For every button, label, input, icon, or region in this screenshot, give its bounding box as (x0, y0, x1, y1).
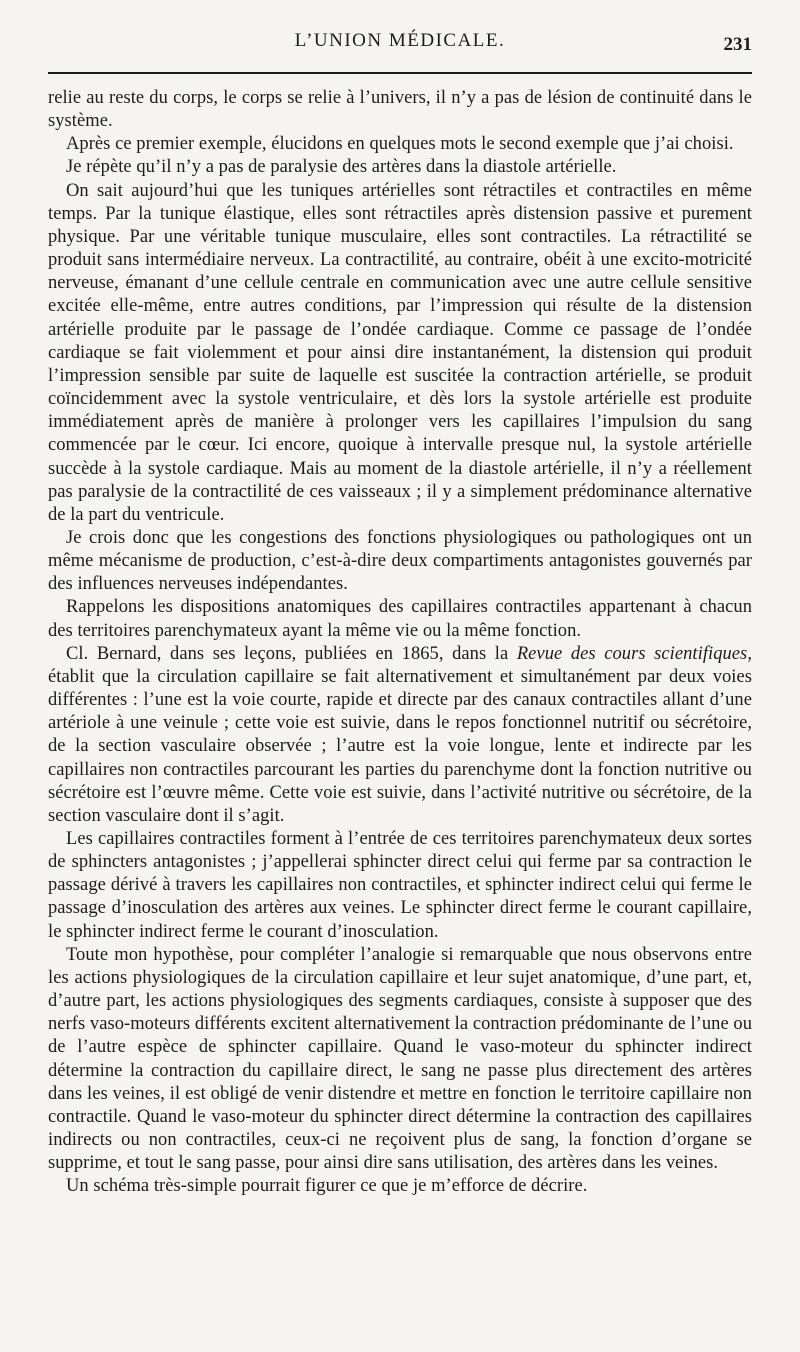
paragraph-7-after: , établit que la circulation capillaire se fait alternativement et simultanément par deux voies différentes : l’une est la voie courte, rapide et directe par des canaux contractiles allant d’une artériole à une veinule ; cette voie est suivie, dans le repos fonctionnel nutritif ou sécrétoire, de la section vasculaire observée ; l’autre est la voie longue, lente et indirecte par les capillaires non contractiles parcourant les parties du parenchyme dont la fonction nutritive ou sécrétoire est l’œuvre même. Cette voie est suivie, dans l’activité nutritive ou sécrétoire, de la section vasculaire dont il s’agit. (48, 643, 752, 826)
paragraph-6: Rappelons les dispositions anatomiques des capillaires contractiles appartenant à chacun des territoires parenchymateux ayant la même vie ou la même fonction. (48, 597, 752, 641)
paragraph-7-before: Cl. Bernard, dans ses leçons, publiées en 1865, dans la (66, 643, 517, 664)
paragraph-4: On sait aujourd’hui que les tuniques artérielles sont rétractiles et contractiles en même temps. Par la tunique élastique, elles sont rétractiles après distension passive et purement physique. Par une véritable tunique musculaire, elles sont contractiles. La rétractilité se produit sans intermédiaire nerveux. La contractilité, au contraire, obéit à une excito-motricité nerveuse, émanant d’une cellule centrale en communication avec une autre cellule sensitive excitée elle-même, entre autres conditions, par l’impression qui résulte de la distension artérielle produite par le passage de l’ondée cardiaque. Comme ce passage de l’ondée cardiaque se fait violemment et pour ainsi dire instantanément, la distension qui produit l’impression sensible par suite de laquelle est suscitée la contraction artérielle, se produit coïncidemment avec la systole ventriculaire, et dès lors la systole artérielle est produite immédiatement après de manière à prolonger vers les capillaires l’impulsion du sang commencée par le cœur. Ici encore, quoique à intervalle presque nul, la systole artérielle succède à la systole cardiaque. Mais au moment de la diastole artérielle, il n’y a réellement pas paralysie de la contractilité de ces vaisseaux ; il y a simplement prédominance alternative de la part du ventricule. (48, 180, 752, 525)
paragraph-2: Après ce premier exemple, élucidons en quelques mots le second exemple que j’ai choisi. (66, 134, 734, 155)
paragraph-9: Toute mon hypothèse, pour compléter l’analogie si remarquable que nous observons entre les actions physiologiques de la circulation capillaire et leur sujet anatomique, d’une part, et, d’autre part, les actions physiologiques des segments cardiaques, consiste à supposer que des nerfs vaso-moteurs différents excitent alternativement la contraction prédominante de l’une ou de l’autre espèce de sphincter capillaire. Quand le vaso-moteur du sphincter indirect détermine la contraction du capillaire direct, le sang ne passe plus directement des artères dans les veines, il est obligé de venir distendre et mettre en fonction le territoire capillaire non contractile. Quand le vaso-moteur du sphincter direct détermine la contraction des capillaires indirects ou non contractiles, ceux-ci ne reçoivent plus de sang, la fonction d’organe se supprime, et tout le sang passe, pour ainsi dire sans utilisation, des artères dans les veines. (48, 944, 753, 1174)
page-number: 231 (723, 34, 752, 55)
paragraph-8: Les capillaires contractiles forment à l’entrée de ces territoires parenchymateux deux sortes de sphincters antagonistes ; j’appellerai sphincter direct celui qui ferme par sa contraction le passage dérivé à travers les capillaires non contractiles, et sphincter indirect celui qui ferme le passage d’inosculation des artères aux veines. Le sphincter direct ferme le courant capillaire, le sphincter indirect ferme le courant d’inosculation. (48, 829, 752, 942)
paragraph-5: Je crois donc que les congestions des fonctions physiologiques ou pathologiques ont un même mécanisme de production, c’est-à-dire deux compartiments antagonistes gouvernés par des influences nerveuses indépendantes. (48, 527, 752, 595)
paragraph-1: relie au reste du corps, le corps se relie à l’univers, il n’y a pas de lésion de continuité dans le système. (48, 88, 752, 132)
body-text (48, 87, 752, 1199)
page-header (48, 30, 752, 66)
paragraph-7 (48, 643, 752, 828)
journal-title: Revue des cours scientifiques (516, 643, 748, 664)
paragraph-3: Je répète qu’il n’y a pas de paralysie des artères dans la diastole artérielle. (66, 157, 617, 178)
running-title: L’UNION MÉDICALE. (294, 30, 506, 51)
header-rule (48, 72, 752, 74)
paragraph-10: Un schéma très-simple pourrait figurer ce que je m’efforce de décrire. (66, 1176, 588, 1197)
